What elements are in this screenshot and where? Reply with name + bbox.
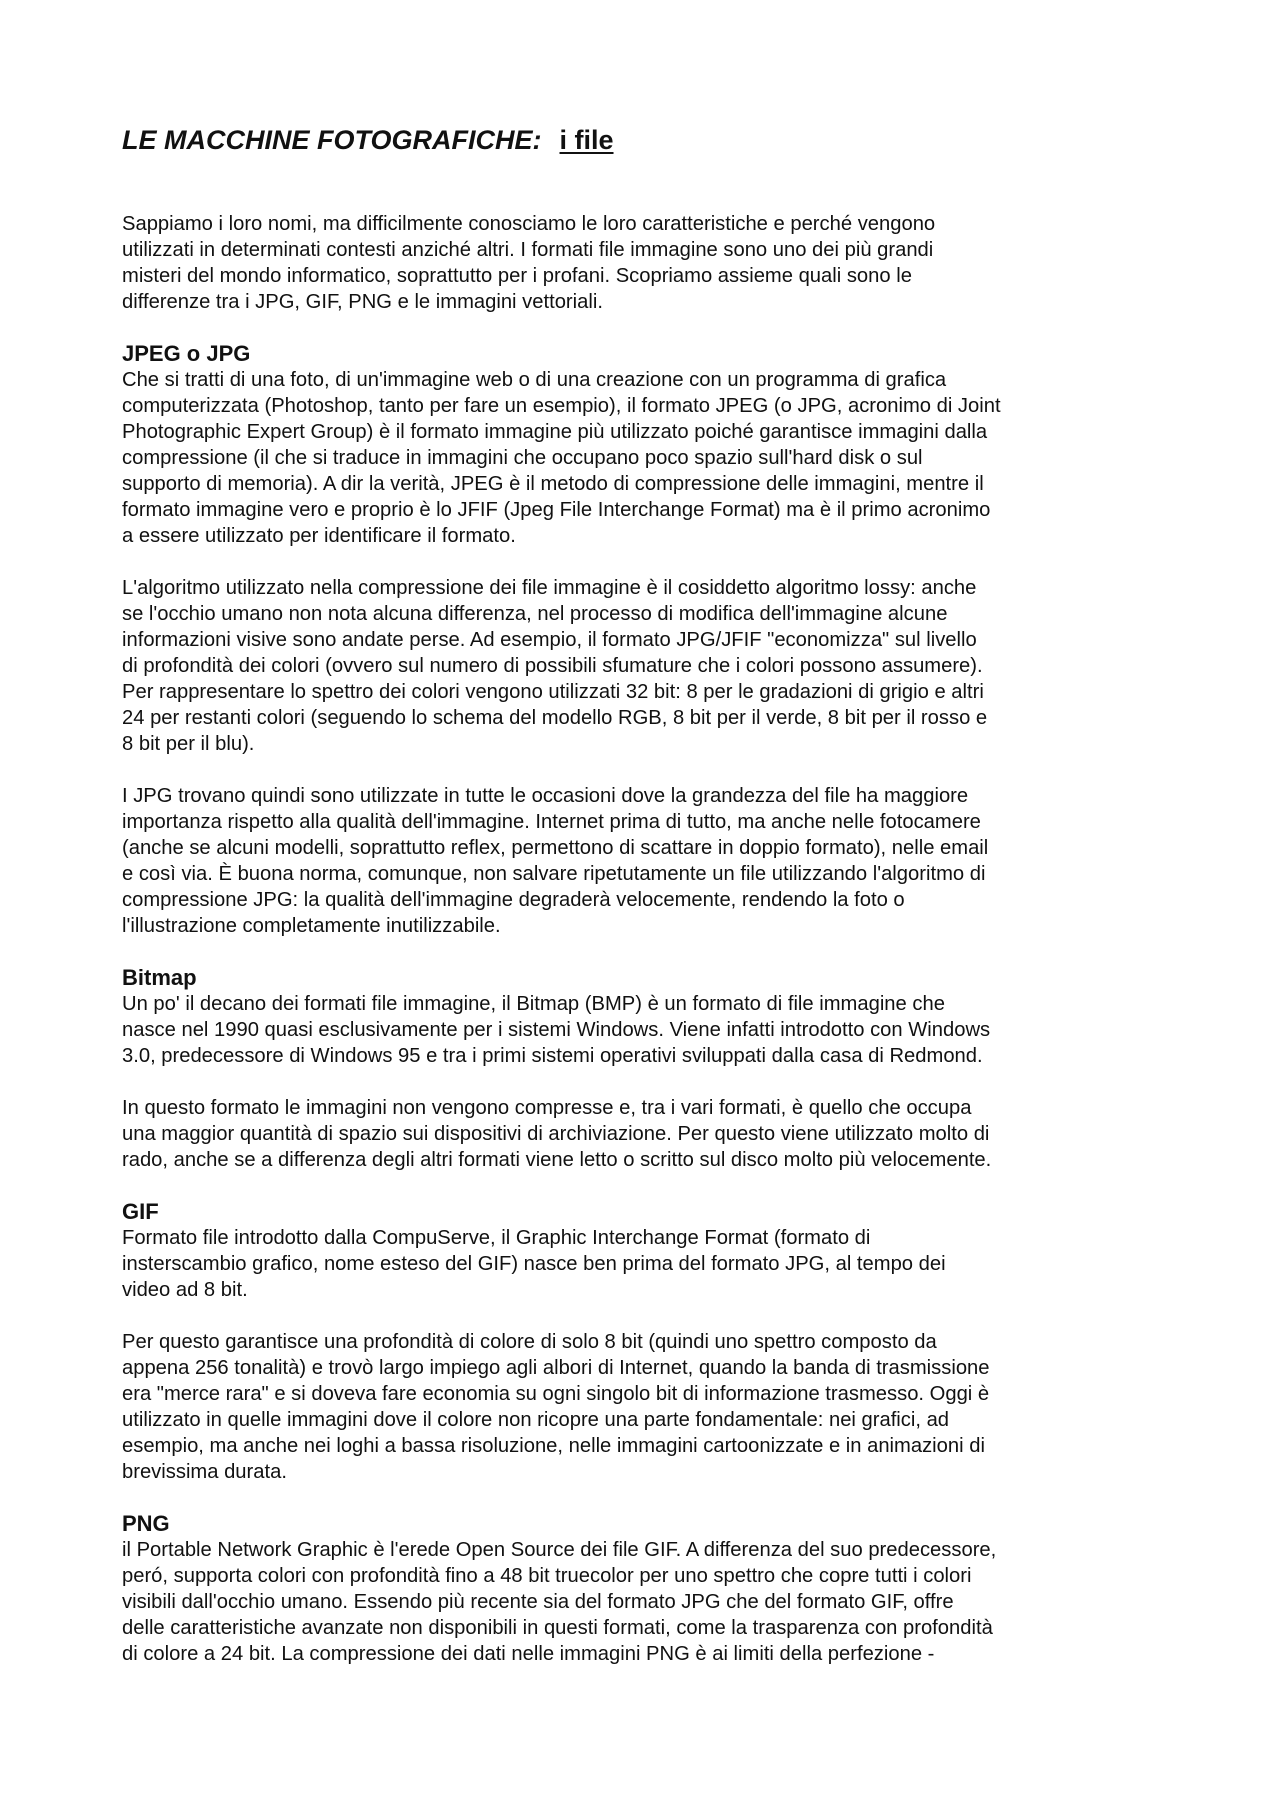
text-line: L'algoritmo utilizzato nella compressione dei file immagine è il cosiddetto algoritmo lossy: anche (122, 577, 977, 599)
text-line: 8 bit per il blu). (122, 733, 255, 755)
text-line: nasce nel 1990 quasi esclusivamente per i sistemi Windows. Viene infatti introdotto con Windows (122, 1019, 991, 1041)
text-line: supporto di memoria). A dir la verità, JPEG è il metodo di compressione delle immagini, mentre il (122, 473, 984, 495)
text-line: video ad 8 bit. (122, 1279, 248, 1301)
bitmap-paragraph-1 (122, 991, 1172, 1069)
text-line: misteri del mondo informatico, soprattutto per i profani. Scopriamo assieme quali sono le (122, 265, 912, 287)
text-line: computerizzata (Photoshop, tanto per fare un esempio), il formato JPEG (o JPG, acronimo di Joint (122, 395, 1001, 417)
text-line: Photographic Expert Group) è il formato immagine più utilizzato poiché garantisce immagini dalla (122, 421, 988, 443)
text-line: peró, supporta colori con profondità fino a 48 bit truecolor per uno spettro che copre tutti i colori (122, 1565, 972, 1587)
title-subtitle: i file (559, 125, 614, 155)
text-line: importanza rispetto alla qualità dell'immagine. Internet prima di tutto, ma anche nelle fotocamere (122, 811, 981, 833)
text-line: Per rappresentare lo spettro dei colori vengono utilizzati 32 bit: 8 per le gradazioni di grigio e altri (122, 681, 984, 703)
text-line: compressione JPG: la qualità dell'immagine degraderà velocemente, rendendo la foto o (122, 889, 905, 911)
section-heading-gif: GIF (122, 1199, 159, 1224)
text-line: Che si tratti di una foto, di un'immagine web o di una creazione con un programma di grafica (122, 369, 947, 391)
text-line: brevissima durata. (122, 1461, 287, 1483)
text-line: I JPG trovano quindi sono utilizzate in tutte le occasioni dove la grandezza del file ha maggiore (122, 785, 969, 807)
text-line: a essere utilizzato per identificare il formato. (122, 525, 516, 547)
text-line: e così via. È buona norma, comunque, non salvare ripetutamente un file utilizzando l'algoritmo di (122, 863, 986, 885)
text-line: differenze tra i JPG, GIF, PNG e le immagini vettoriali. (122, 291, 603, 313)
text-line: l'illustrazione completamente inutilizzabile. (122, 915, 501, 937)
text-line: appena 256 tonalità) e trovò largo impiego agli albori di Internet, quando la banda di trasmissione (122, 1357, 990, 1379)
text-line: compressione (il che si traduce in immagini che occupano poco spazio sull'hard disk o sul (122, 447, 923, 469)
text-line: il Portable Network Graphic è l'erede Open Source dei file GIF. A differenza del suo predecessore, (122, 1539, 997, 1561)
jpeg-paragraph-2 (122, 575, 1172, 757)
document-body (122, 211, 1172, 1667)
text-line: di profondità dei colori (ovvero sul numero di possibili sfumature che i colori possono assumere). (122, 655, 983, 677)
text-line: Sappiamo i loro nomi, ma difficilmente conosciamo le loro caratteristiche e perché vengono (122, 213, 936, 235)
text-line: se l'occhio umano non nota alcuna differenza, nel processo di modifica dell'immagine alcune (122, 603, 948, 625)
gif-paragraph-1 (122, 1225, 1172, 1303)
text-line: insterscambio grafico, nome esteso del GIF) nasce ben prima del formato JPG, al tempo dei (122, 1253, 946, 1275)
gif-paragraph-2 (122, 1329, 1172, 1485)
intro-paragraph (122, 211, 1172, 315)
page-title (122, 122, 614, 158)
title-main: LE MACCHINE FOTOGRAFICHE: (122, 125, 542, 155)
text-line: rado, anche se a differenza degli altri formati viene letto o scritto sul disco molto più velocemente. (122, 1149, 992, 1171)
text-line: di colore a 24 bit. La compressione dei dati nelle immagini PNG è ai limiti della perfezione - (122, 1643, 935, 1665)
png-paragraph-1 (122, 1537, 1172, 1667)
text-line: delle caratteristiche avanzate non disponibili in questi formati, come la trasparenza con profondità (122, 1617, 993, 1639)
text-line: esempio, ma anche nei loghi a bassa risoluzione, nelle immagini cartoonizzate e in animazioni di (122, 1435, 985, 1457)
section-heading-jpeg: JPEG o JPG (122, 341, 251, 366)
jpeg-paragraph-1 (122, 367, 1172, 549)
text-line: informazioni visive sono andate perse. Ad esempio, il formato JPG/JFIF "economizza" sul livello (122, 629, 977, 651)
jpeg-paragraph-3 (122, 783, 1172, 939)
text-line: una maggior quantità di spazio sui dispositivi di archiviazione. Per questo viene utilizzato molto di (122, 1123, 990, 1145)
text-line: (anche se alcuni modelli, soprattutto reflex, permettono di scattare in doppio formato), nelle email (122, 837, 989, 859)
text-line: visibili dall'occhio umano. Essendo più recente sia del formato JPG che del formato GIF, offre (122, 1591, 954, 1613)
text-line: Per questo garantisce una profondità di colore di solo 8 bit (quindi uno spettro composto da (122, 1331, 937, 1353)
text-line: In questo formato le immagini non vengono compresse e, tra i vari formati, è quello che occupa (122, 1097, 972, 1119)
text-line: Un po' il decano dei formati file immagine, il Bitmap (BMP) è un formato di file immagine che (122, 993, 945, 1015)
text-line: formato immagine vero e proprio è lo JFIF (Jpeg File Interchange Format) ma è il primo acronimo (122, 499, 991, 521)
text-line: 3.0, predecessore di Windows 95 e tra i primi sistemi operativi sviluppati dalla casa di Redmond. (122, 1045, 983, 1067)
text-line: Formato file introdotto dalla CompuServe, il Graphic Interchange Format (formato di (122, 1227, 871, 1249)
bitmap-paragraph-2 (122, 1095, 1172, 1173)
text-line: 24 per restanti colori (seguendo lo schema del modello RGB, 8 bit per il verde, 8 bit per il rosso e (122, 707, 988, 729)
section-heading-bitmap: Bitmap (122, 965, 197, 990)
text-line: utilizzato in quelle immagini dove il colore non ricopre una parte fondamentale: nei grafici, ad (122, 1409, 950, 1431)
section-heading-png: PNG (122, 1511, 170, 1536)
text-line: era "merce rara" e si doveva fare economia su ogni singolo bit di informazione trasmesso. Oggi è (122, 1383, 990, 1405)
text-line: utilizzati in determinati contesti anziché altri. I formati file immagine sono uno dei più grandi (122, 239, 934, 261)
